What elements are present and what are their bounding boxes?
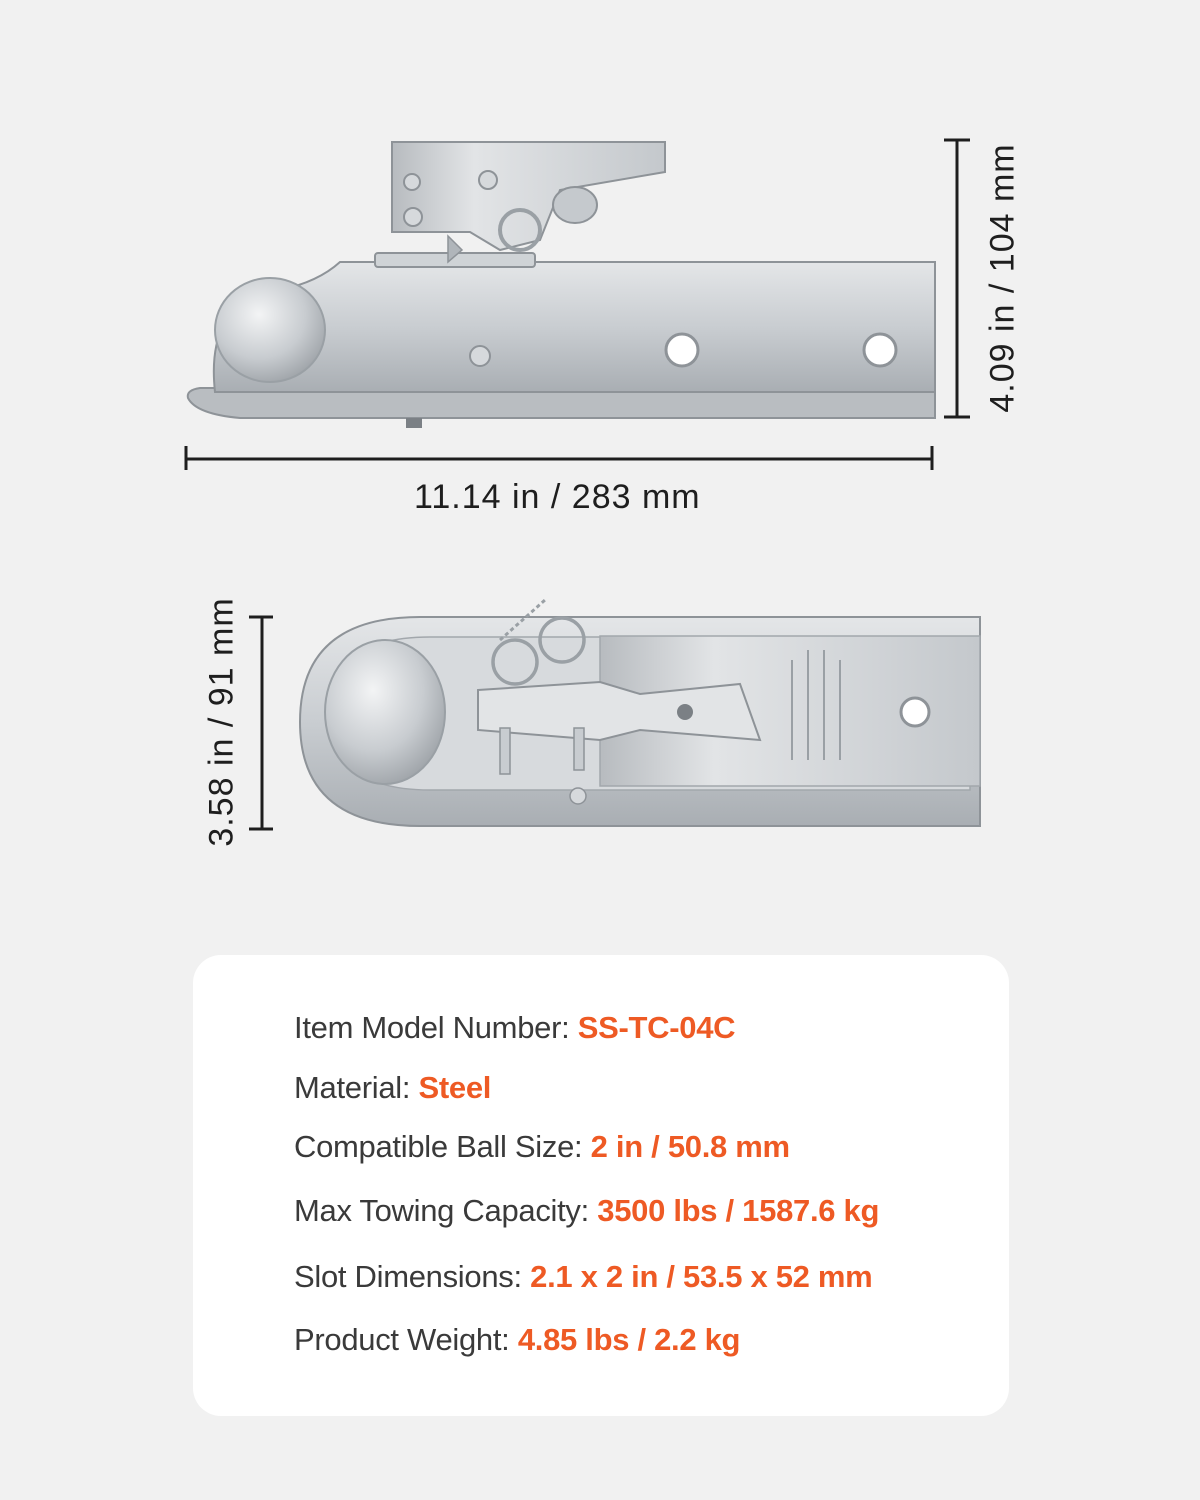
width-dimension-label: 3.58 in / 91 mm [202, 597, 241, 847]
spec-material [294, 1070, 491, 1106]
spec-towing-capacity [294, 1193, 879, 1229]
coupler-top-view [300, 600, 980, 826]
spec-slot-dimensions [294, 1259, 872, 1295]
length-dimension-line [186, 446, 932, 470]
spec-label: Item Model Number: [294, 1010, 570, 1045]
spec-value: 2 in / 50.8 mm [590, 1129, 790, 1164]
spec-value: 2.1 x 2 in / 53.5 x 52 mm [530, 1259, 873, 1294]
spec-model-number [294, 1010, 735, 1046]
spec-label: Material: [294, 1070, 411, 1105]
height-dimension-label: 4.09 in / 104 mm [983, 143, 1022, 413]
spec-ball-size [294, 1129, 790, 1165]
coupler-side-view [188, 142, 935, 428]
spec-value: 4.85 lbs / 2.2 kg [517, 1322, 741, 1357]
spec-label: Compatible Ball Size: [294, 1129, 583, 1164]
spec-label: Slot Dimensions: [294, 1259, 522, 1294]
spec-card [193, 955, 1009, 1416]
length-dimension-label: 11.14 in / 283 mm [414, 478, 701, 516]
spec-label: Product Weight: [294, 1322, 510, 1357]
width-dimension-line [249, 617, 273, 829]
spec-label: Max Towing Capacity: [294, 1193, 589, 1228]
spec-value: 3500 lbs / 1587.6 kg [597, 1193, 880, 1228]
spec-value: Steel [418, 1070, 492, 1105]
height-dimension-line [944, 140, 970, 417]
spec-product-weight [294, 1322, 740, 1358]
spec-value: SS-TC-04C [577, 1010, 736, 1045]
